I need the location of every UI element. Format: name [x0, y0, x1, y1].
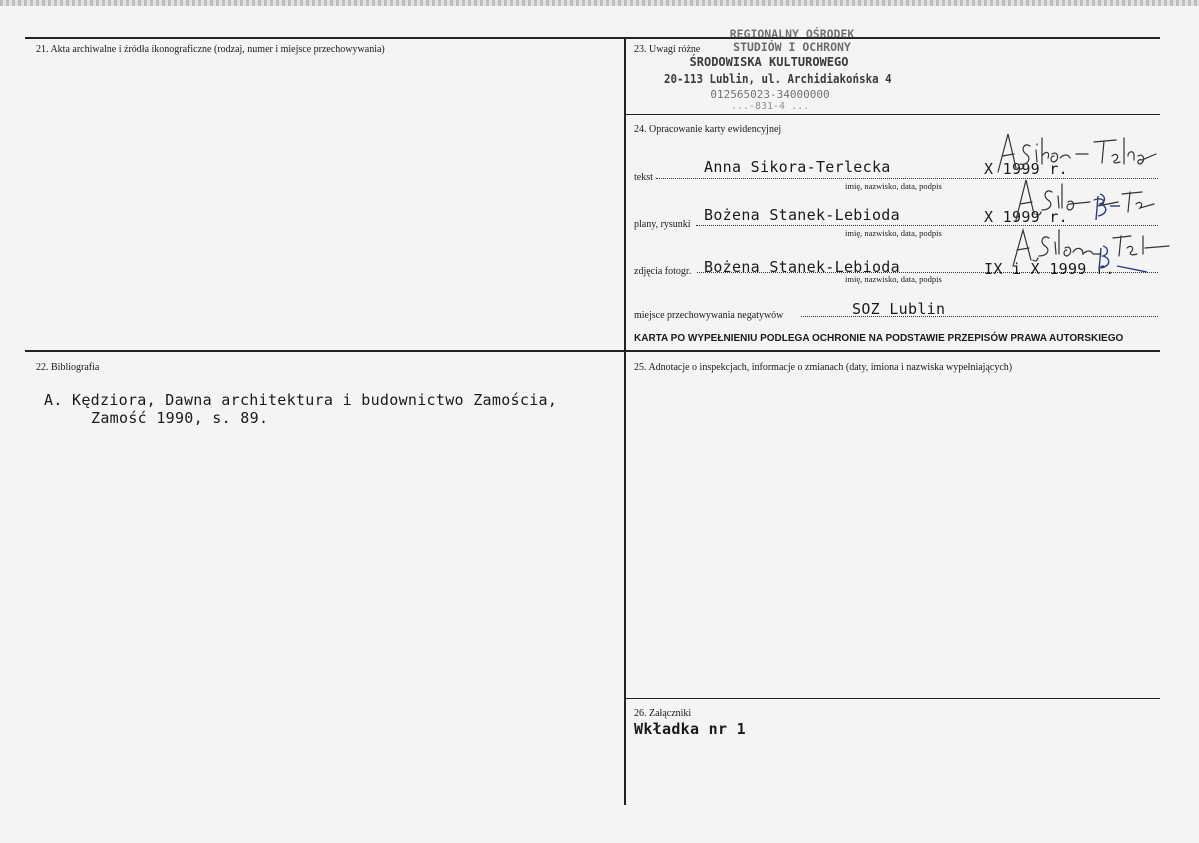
- signature-3: [1005, 226, 1175, 276]
- stamp-line-1: REGIONALNY OŚRODEK: [729, 27, 855, 41]
- row-plans-date: X 1999 r.: [984, 208, 1068, 226]
- stamp-line-4: 20-113 Lublin, ul. Archidiakońska 4: [664, 72, 892, 86]
- top-border-line: [25, 37, 1160, 39]
- bibliography-line-1: A. Kędziora, Dawna architektura i budownictwo Zamościa,: [44, 391, 558, 409]
- row-text-caption: imię, nazwisko, data, podpis: [845, 181, 942, 191]
- negatives-label: miejsce przechowywania negatywów: [634, 310, 784, 321]
- field-24-label: 24. Opracowanie karty ewidencyjnej: [634, 124, 782, 135]
- row-text-date: X 1999 r.: [984, 160, 1068, 178]
- copyright-notice: KARTA PO WYPEŁNIENIU PODLEGA OCHRONIE NA PODSTAWIE PRZEPISÓW PRAWA AUTORSKIEGO: [634, 333, 1124, 344]
- signature-2: [1010, 176, 1170, 226]
- paper-top-edge: [0, 0, 1199, 6]
- field-21-label: 21. Akta archiwalne i źródła ikonograficzne (rodzaj, numer i miejsce przechowywania): [36, 44, 385, 55]
- stamp-line-5: 012565023-34000000: [710, 88, 830, 101]
- row-photos-caption: imię, nazwisko, data, podpis: [845, 274, 942, 284]
- field-23-label: 23. Uwagi różne: [634, 44, 701, 55]
- field-26-label: 26. Załączniki: [634, 708, 692, 719]
- row-plans-name: Bożena Stanek-Lebioda: [704, 206, 900, 224]
- attachments-value: Wkładka nr 1: [634, 720, 746, 738]
- stamp-line-3: ŚRODOWISKA KULTUROWEGO: [689, 55, 849, 69]
- row-photos-label: zdjęcia fotogr.: [634, 266, 692, 277]
- row-text-name: Anna Sikora-Terlecka: [704, 158, 891, 176]
- field-23-bottom-line: [625, 114, 1160, 115]
- negatives-value: SOZ Lublin: [852, 300, 946, 318]
- row-photos-date: IX i X 1999 r.: [984, 260, 1115, 278]
- row-plans-label: plany, rysunki: [634, 219, 691, 230]
- row-photos-name: Bożena Stanek-Lebioda: [704, 258, 900, 276]
- middle-border-line: [25, 350, 1160, 352]
- signature-1: [990, 128, 1165, 178]
- stamp-line-6: ...-831-4 ...: [730, 101, 810, 112]
- field-25-label: 25. Adnotacje o inspekcjach, informacje o zmianach (daty, imiona i nazwiska wypełniających): [634, 362, 1013, 373]
- field-22-label: 22. Bibliografia: [36, 362, 100, 373]
- center-divider-line: [624, 37, 626, 805]
- row-text-label: tekst: [634, 172, 653, 183]
- bibliography-line-2: Zamość 1990, s. 89.: [91, 409, 269, 427]
- row-plans-caption: imię, nazwisko, data, podpis: [845, 228, 942, 238]
- field-26-top-line: [625, 698, 1160, 699]
- stamp-line-2: STUDIÓW I OCHRONY: [733, 40, 851, 54]
